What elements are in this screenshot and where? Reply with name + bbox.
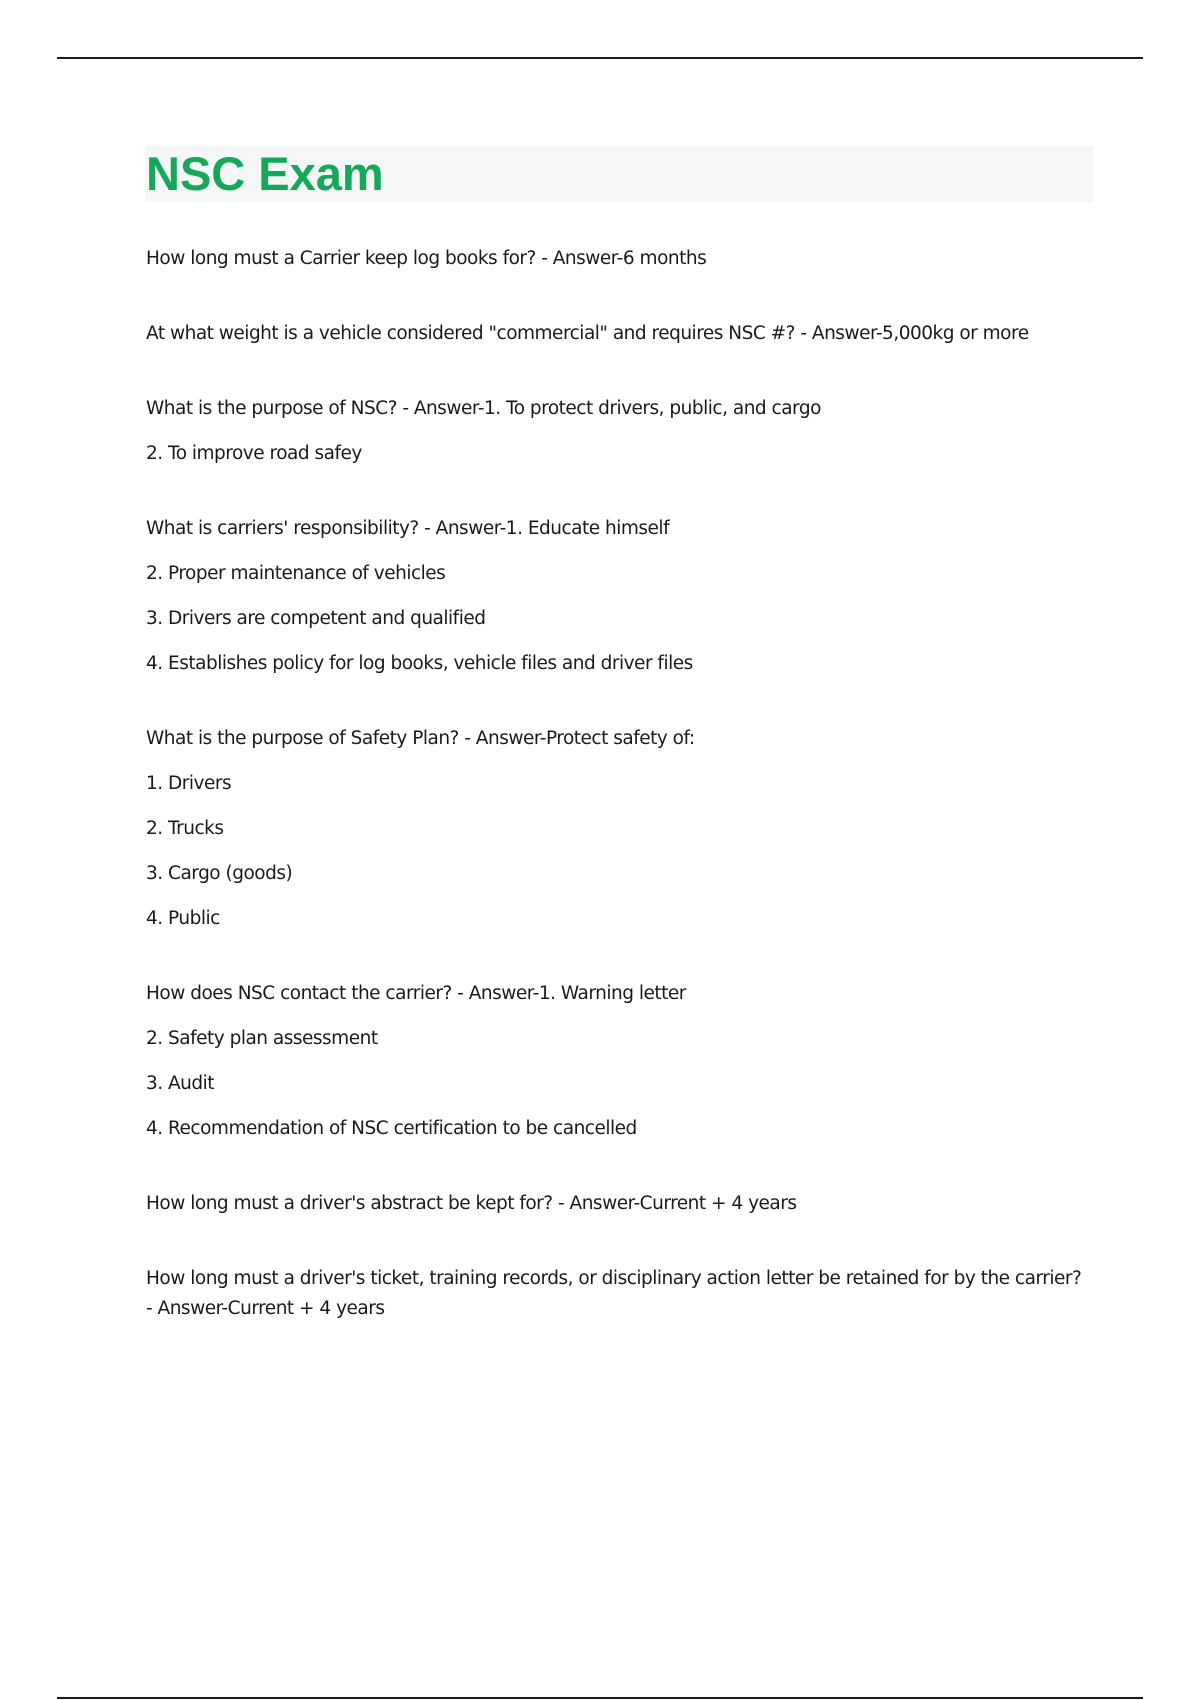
qa-item: [146, 514, 1086, 679]
qa-answer-item: 4. Recommendation of NSC certification to be cancelled: [146, 1118, 637, 1139]
qa-question: How long must a driver's abstract be kept for? - Answer-Current + 4 years: [146, 1193, 797, 1214]
qa-item: [146, 319, 1086, 349]
qa-question: How does NSC contact the carrier? - Answer-1. Warning letter: [146, 983, 686, 1004]
qa-question: How long must a driver's ticket, training records, or disciplinary action letter be retained for by the carrier? - Answer-Current + 4 years: [146, 1268, 1082, 1319]
qa-item: [146, 244, 1086, 274]
qa-question: What is carriers' responsibility? - Answer-1. Educate himself: [146, 518, 670, 539]
qa-answer-item: 2. Trucks: [146, 818, 224, 839]
qa-question: At what weight is a vehicle considered "commercial" and requires NSC #? - Answer-5,000kg or more: [146, 323, 1029, 344]
qa-answer-item: 3. Audit: [146, 1073, 215, 1094]
qa-question: What is the purpose of NSC? - Answer-1. To protect drivers, public, and cargo: [146, 398, 821, 419]
qa-list: [146, 244, 1086, 1369]
qa-answer-item: 2. Proper maintenance of vehicles: [146, 563, 446, 584]
qa-item: [146, 1189, 1086, 1219]
qa-question: How long must a Carrier keep log books for? - Answer-6 months: [146, 248, 707, 269]
qa-answer-item: 4. Public: [146, 908, 220, 929]
qa-answer-item: 4. Establishes policy for log books, vehicle files and driver files: [146, 653, 693, 674]
qa-answer-item: 1. Drivers: [146, 773, 232, 794]
qa-item: [146, 979, 1086, 1144]
qa-answer-item: 2. Safety plan assessment: [146, 1028, 378, 1049]
qa-question: What is the purpose of Safety Plan? - Answer-Protect safety of:: [146, 728, 695, 749]
qa-item: [146, 724, 1086, 934]
page-title: NSC Exam: [146, 147, 384, 200]
qa-item: [146, 394, 1086, 469]
qa-item: [146, 1264, 1086, 1324]
qa-answer-item: 2. To improve road safey: [146, 443, 362, 464]
bottom-rule: [57, 1697, 1143, 1699]
qa-answer-item: 3. Drivers are competent and qualified: [146, 608, 486, 629]
top-rule: [57, 57, 1143, 59]
qa-answer-item: 3. Cargo (goods): [146, 863, 293, 884]
title-band: [145, 146, 1093, 202]
